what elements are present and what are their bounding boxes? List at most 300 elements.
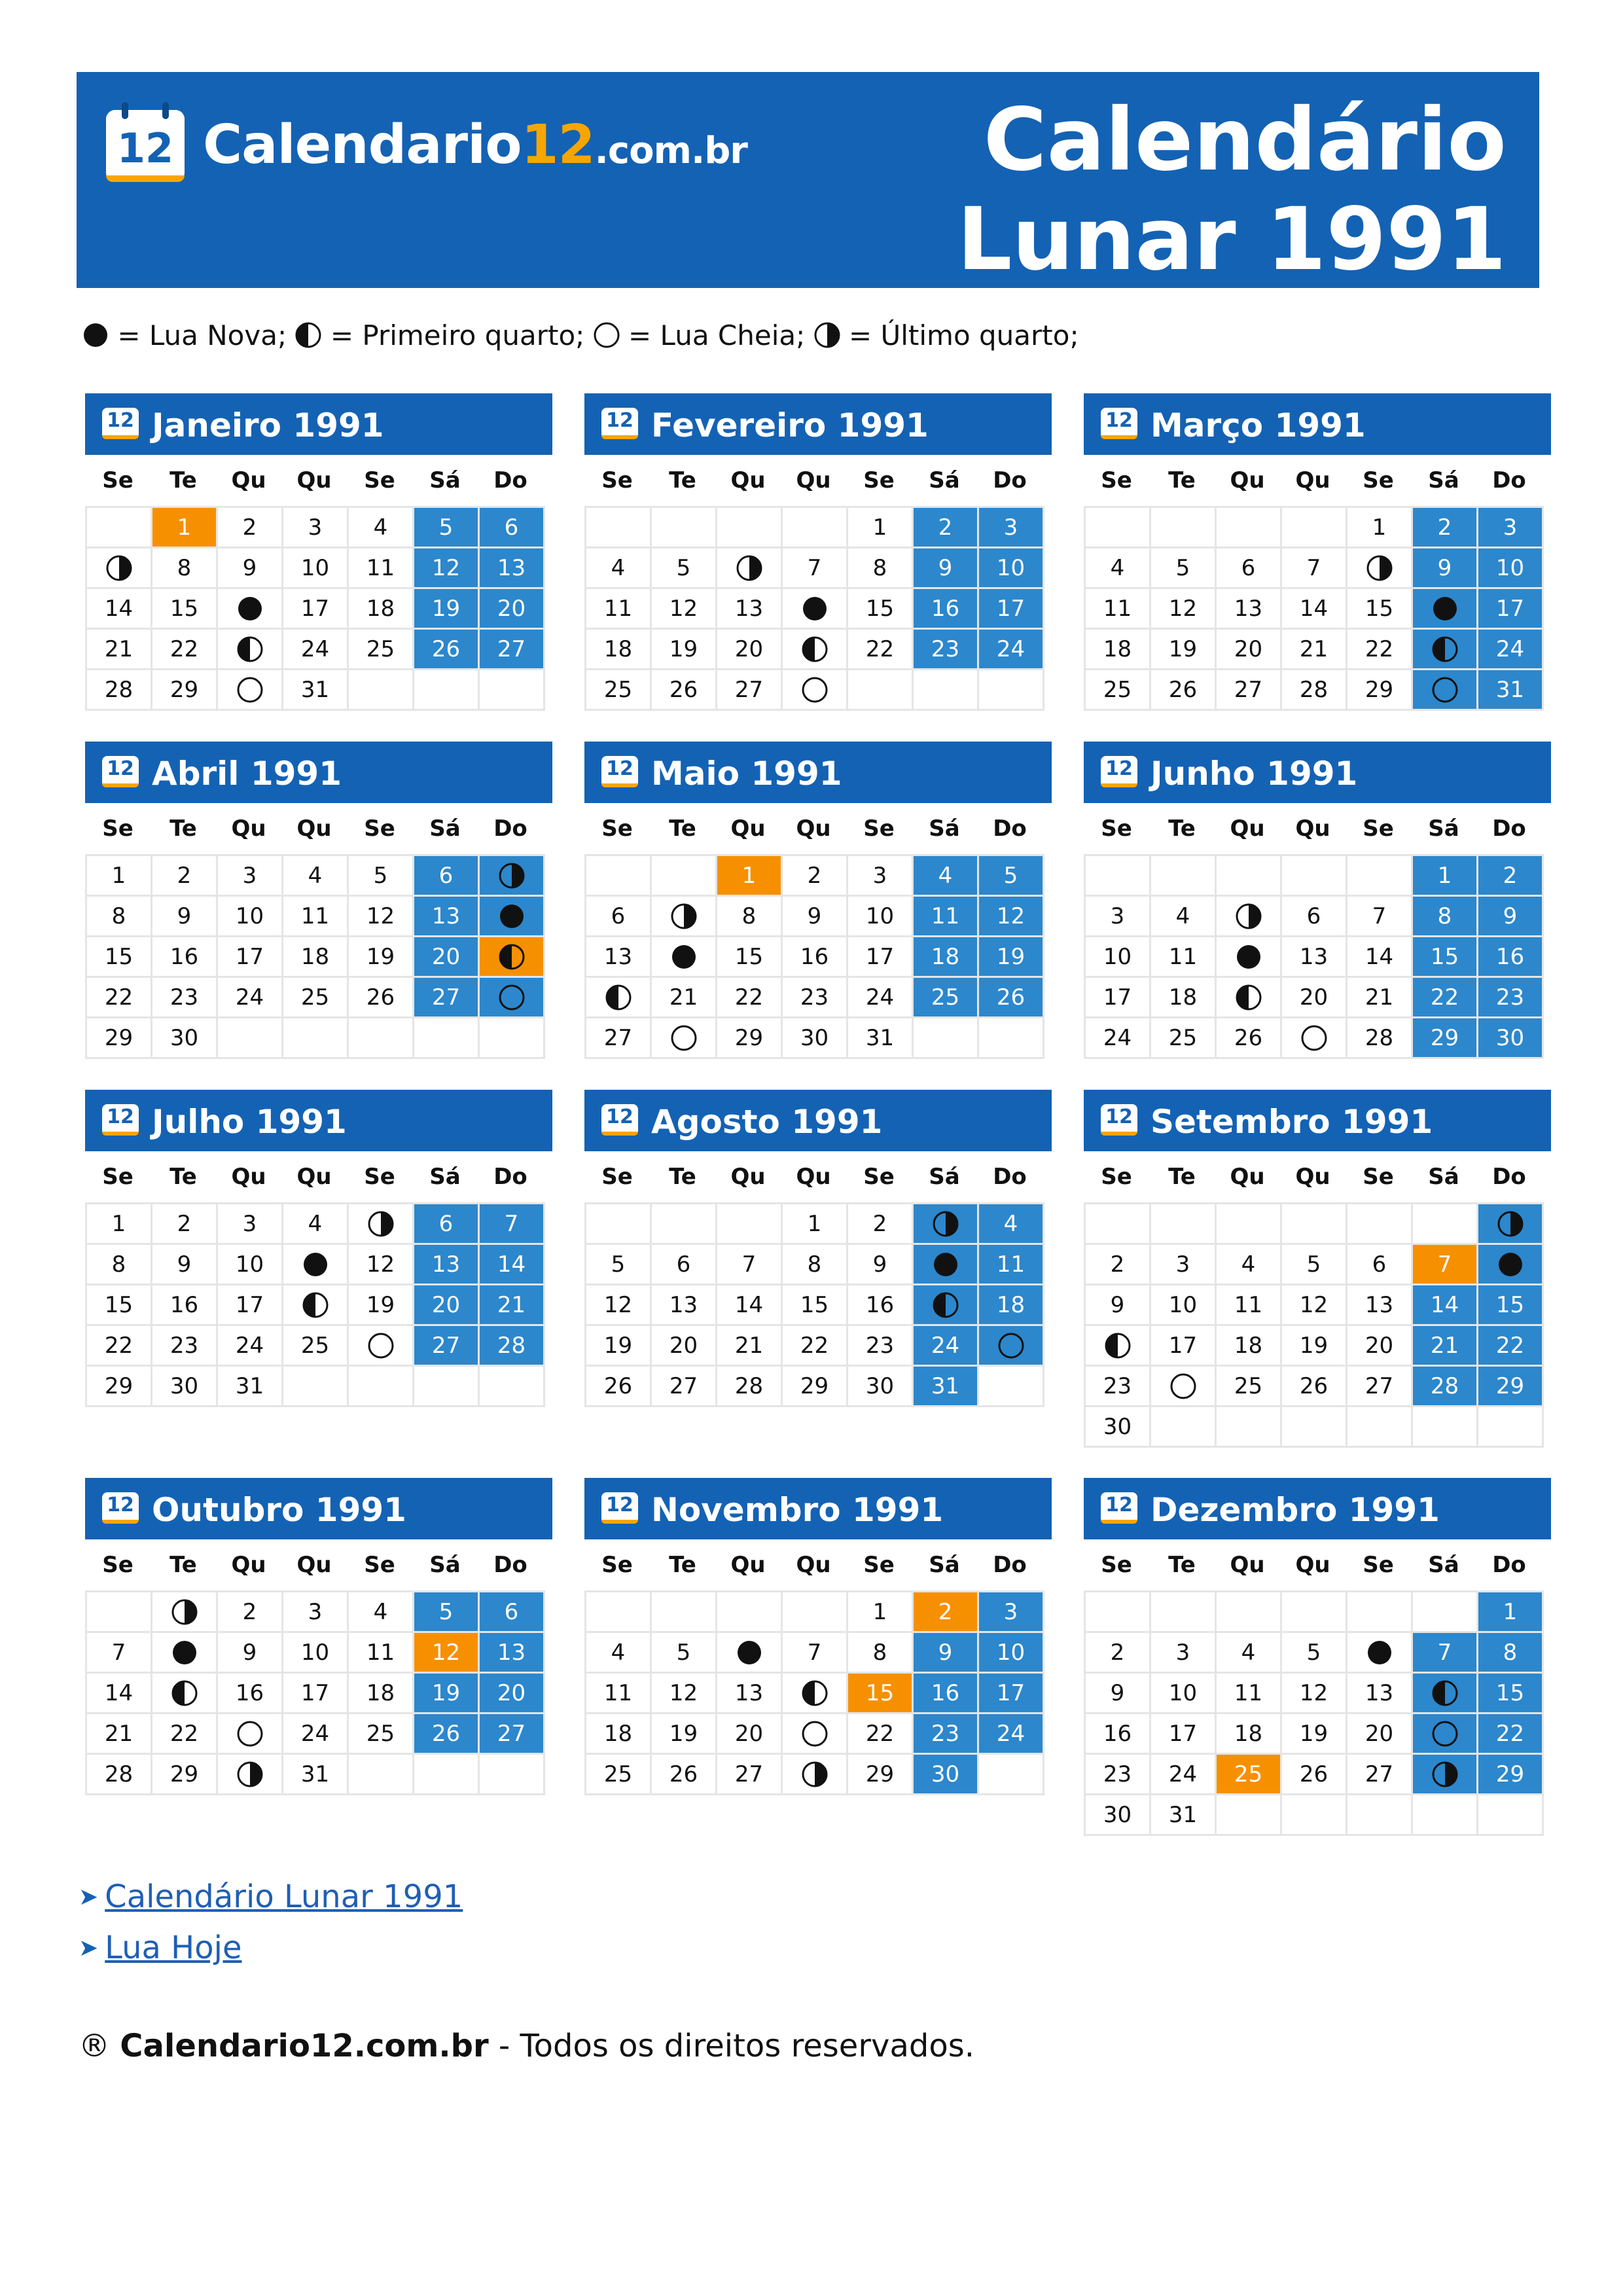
day-cell[interactable]: 26 (586, 1367, 652, 1407)
day-cell[interactable]: 24 (1086, 1018, 1151, 1059)
day-cell-full-moon[interactable] (979, 1326, 1044, 1367)
day-cell[interactable]: 19 (414, 589, 480, 630)
day-cell[interactable]: 16 (1478, 937, 1544, 978)
day-cell[interactable]: 10 (218, 1245, 283, 1285)
day-cell[interactable]: 13 (717, 1674, 783, 1714)
day-cell[interactable]: 1 (1413, 856, 1478, 897)
lunar-calendar-link[interactable]: Calendário Lunar 1991 (105, 1878, 463, 1915)
day-cell[interactable]: 5 (1282, 1245, 1347, 1285)
day-cell[interactable]: 7 (1413, 1633, 1478, 1674)
day-cell-last-quarter[interactable] (152, 1592, 218, 1633)
day-cell[interactable]: 12 (979, 897, 1044, 937)
day-cell[interactable]: 28 (87, 1755, 152, 1795)
day-cell[interactable]: 4 (586, 1633, 652, 1674)
day-cell[interactable]: 13 (586, 937, 652, 978)
day-cell-new-moon[interactable] (1217, 937, 1282, 978)
day-cell[interactable]: 10 (979, 548, 1044, 589)
day-cell[interactable]: 22 (717, 978, 783, 1018)
day-cell[interactable]: 25 (1151, 1018, 1217, 1059)
day-cell[interactable]: 11 (914, 897, 979, 937)
day-cell[interactable]: 5 (652, 548, 717, 589)
day-cell[interactable]: 19 (414, 1674, 480, 1714)
day-cell[interactable]: 1 (152, 508, 218, 548)
day-cell[interactable]: 5 (652, 1633, 717, 1674)
day-cell[interactable]: 2 (914, 508, 979, 548)
day-cell[interactable]: 4 (1217, 1245, 1282, 1285)
day-cell[interactable]: 29 (717, 1018, 783, 1059)
day-cell[interactable]: 12 (652, 1674, 717, 1714)
day-cell[interactable]: 10 (1478, 548, 1544, 589)
day-cell[interactable]: 10 (1151, 1285, 1217, 1326)
day-cell[interactable]: 20 (480, 1674, 545, 1714)
day-cell-full-moon[interactable] (218, 670, 283, 711)
day-cell[interactable]: 11 (1086, 589, 1151, 630)
day-cell[interactable]: 3 (218, 1204, 283, 1245)
day-cell[interactable]: 4 (283, 1204, 349, 1245)
day-cell[interactable]: 3 (979, 508, 1044, 548)
day-cell[interactable]: 27 (652, 1367, 717, 1407)
day-cell[interactable]: 23 (783, 978, 848, 1018)
day-cell[interactable]: 17 (1086, 978, 1151, 1018)
day-cell[interactable]: 31 (914, 1367, 979, 1407)
day-cell-first-quarter[interactable] (152, 1674, 218, 1714)
day-cell[interactable]: 7 (1347, 897, 1413, 937)
day-cell[interactable]: 9 (914, 1633, 979, 1674)
day-cell[interactable]: 8 (152, 548, 218, 589)
day-cell[interactable]: 9 (914, 548, 979, 589)
day-cell[interactable]: 20 (1282, 978, 1347, 1018)
day-cell[interactable]: 13 (1347, 1674, 1413, 1714)
day-cell[interactable]: 30 (848, 1367, 914, 1407)
day-cell[interactable]: 31 (1151, 1795, 1217, 1836)
day-cell[interactable]: 6 (480, 508, 545, 548)
day-cell-new-moon[interactable] (1413, 589, 1478, 630)
day-cell[interactable]: 22 (783, 1326, 848, 1367)
day-cell[interactable]: 9 (783, 897, 848, 937)
day-cell[interactable]: 15 (1347, 589, 1413, 630)
day-cell[interactable]: 28 (87, 670, 152, 711)
day-cell[interactable]: 4 (1151, 897, 1217, 937)
day-cell-new-moon[interactable] (783, 589, 848, 630)
day-cell[interactable]: 19 (1282, 1714, 1347, 1755)
day-cell[interactable]: 25 (349, 1714, 414, 1755)
day-cell[interactable]: 24 (979, 630, 1044, 670)
day-cell[interactable]: 8 (1413, 897, 1478, 937)
day-cell[interactable]: 12 (414, 1633, 480, 1674)
day-cell[interactable]: 18 (1086, 630, 1151, 670)
day-cell-new-moon[interactable] (914, 1245, 979, 1285)
day-cell[interactable]: 11 (349, 1633, 414, 1674)
day-cell[interactable]: 27 (717, 1755, 783, 1795)
day-cell[interactable]: 7 (1413, 1245, 1478, 1285)
day-cell[interactable]: 24 (218, 978, 283, 1018)
day-cell[interactable]: 18 (979, 1285, 1044, 1326)
day-cell-last-quarter[interactable] (1413, 1755, 1478, 1795)
day-cell[interactable]: 30 (914, 1755, 979, 1795)
day-cell[interactable]: 29 (152, 670, 218, 711)
day-cell[interactable]: 23 (848, 1326, 914, 1367)
day-cell[interactable]: 6 (652, 1245, 717, 1285)
day-cell[interactable]: 27 (1347, 1755, 1413, 1795)
day-cell[interactable]: 26 (979, 978, 1044, 1018)
day-cell[interactable]: 29 (1413, 1018, 1478, 1059)
day-cell[interactable]: 12 (1282, 1674, 1347, 1714)
day-cell[interactable]: 29 (1478, 1367, 1544, 1407)
day-cell[interactable]: 10 (218, 897, 283, 937)
day-cell[interactable]: 6 (414, 856, 480, 897)
day-cell[interactable]: 8 (1478, 1633, 1544, 1674)
day-cell[interactable]: 9 (152, 1245, 218, 1285)
day-cell[interactable]: 12 (586, 1285, 652, 1326)
day-cell[interactable]: 20 (480, 589, 545, 630)
day-cell-last-quarter[interactable] (218, 1755, 283, 1795)
day-cell[interactable]: 29 (1478, 1755, 1544, 1795)
day-cell-new-moon[interactable] (480, 897, 545, 937)
day-cell-first-quarter[interactable] (218, 630, 283, 670)
day-cell[interactable]: 3 (283, 1592, 349, 1633)
day-cell[interactable]: 7 (480, 1204, 545, 1245)
day-cell[interactable]: 15 (1478, 1285, 1544, 1326)
day-cell-new-moon[interactable] (283, 1245, 349, 1285)
day-cell[interactable]: 27 (414, 978, 480, 1018)
day-cell[interactable]: 28 (1347, 1018, 1413, 1059)
day-cell[interactable]: 8 (717, 897, 783, 937)
day-cell[interactable]: 30 (783, 1018, 848, 1059)
day-cell[interactable]: 30 (152, 1367, 218, 1407)
day-cell[interactable]: 1 (87, 856, 152, 897)
day-cell[interactable]: 23 (914, 1714, 979, 1755)
day-cell[interactable]: 24 (1478, 630, 1544, 670)
day-cell[interactable]: 17 (1151, 1326, 1217, 1367)
day-cell[interactable]: 1 (87, 1204, 152, 1245)
day-cell[interactable]: 14 (87, 589, 152, 630)
day-cell[interactable]: 19 (652, 1714, 717, 1755)
day-cell-new-moon[interactable] (717, 1633, 783, 1674)
day-cell[interactable]: 2 (152, 856, 218, 897)
day-cell[interactable]: 28 (1282, 670, 1347, 711)
day-cell[interactable]: 14 (1347, 937, 1413, 978)
day-cell[interactable]: 31 (283, 1755, 349, 1795)
day-cell[interactable]: 15 (152, 589, 218, 630)
day-cell[interactable]: 21 (87, 1714, 152, 1755)
day-cell[interactable]: 12 (349, 897, 414, 937)
day-cell[interactable]: 27 (1347, 1367, 1413, 1407)
day-cell[interactable]: 29 (848, 1755, 914, 1795)
day-cell[interactable]: 9 (848, 1245, 914, 1285)
day-cell[interactable]: 6 (480, 1592, 545, 1633)
day-cell[interactable]: 19 (349, 937, 414, 978)
day-cell[interactable]: 10 (1086, 937, 1151, 978)
day-cell[interactable]: 21 (480, 1285, 545, 1326)
day-cell[interactable]: 17 (1151, 1714, 1217, 1755)
day-cell[interactable]: 25 (283, 978, 349, 1018)
day-cell[interactable]: 3 (1151, 1245, 1217, 1285)
day-cell[interactable]: 11 (1217, 1285, 1282, 1326)
day-cell[interactable]: 11 (979, 1245, 1044, 1285)
day-cell-first-quarter[interactable] (1217, 978, 1282, 1018)
day-cell[interactable]: 25 (283, 1326, 349, 1367)
day-cell-full-moon[interactable] (1413, 1714, 1478, 1755)
day-cell[interactable]: 25 (1086, 670, 1151, 711)
day-cell[interactable]: 22 (152, 1714, 218, 1755)
day-cell[interactable]: 18 (349, 1674, 414, 1714)
day-cell[interactable]: 5 (586, 1245, 652, 1285)
day-cell[interactable]: 20 (1347, 1714, 1413, 1755)
day-cell[interactable]: 6 (1282, 897, 1347, 937)
day-cell[interactable]: 27 (480, 1714, 545, 1755)
day-cell[interactable]: 27 (414, 1326, 480, 1367)
day-cell[interactable]: 16 (914, 1674, 979, 1714)
day-cell[interactable]: 26 (652, 1755, 717, 1795)
day-cell[interactable]: 2 (783, 856, 848, 897)
day-cell[interactable]: 19 (1282, 1326, 1347, 1367)
day-cell[interactable]: 24 (848, 978, 914, 1018)
day-cell[interactable]: 17 (283, 589, 349, 630)
day-cell[interactable]: 22 (1478, 1326, 1544, 1367)
day-cell[interactable]: 3 (1086, 897, 1151, 937)
day-cell-last-quarter[interactable] (87, 548, 152, 589)
day-cell[interactable]: 14 (1413, 1285, 1478, 1326)
day-cell[interactable]: 31 (218, 1367, 283, 1407)
day-cell[interactable]: 13 (717, 589, 783, 630)
day-cell[interactable]: 26 (1282, 1755, 1347, 1795)
day-cell[interactable]: 28 (480, 1326, 545, 1367)
day-cell[interactable]: 23 (914, 630, 979, 670)
day-cell[interactable]: 4 (914, 856, 979, 897)
day-cell[interactable]: 19 (586, 1326, 652, 1367)
day-cell[interactable]: 13 (480, 1633, 545, 1674)
day-cell[interactable]: 7 (1282, 548, 1347, 589)
day-cell-full-moon[interactable] (783, 1714, 848, 1755)
day-cell[interactable]: 9 (152, 897, 218, 937)
day-cell[interactable]: 19 (979, 937, 1044, 978)
day-cell[interactable]: 18 (1217, 1714, 1282, 1755)
day-cell-first-quarter[interactable] (914, 1285, 979, 1326)
day-cell[interactable]: 8 (848, 1633, 914, 1674)
day-cell[interactable]: 5 (414, 1592, 480, 1633)
day-cell-last-quarter[interactable] (1478, 1204, 1544, 1245)
day-cell-first-quarter[interactable] (1413, 1674, 1478, 1714)
day-cell[interactable]: 9 (1413, 548, 1478, 589)
day-cell-new-moon[interactable] (1347, 1633, 1413, 1674)
day-cell[interactable]: 22 (1347, 630, 1413, 670)
day-cell[interactable]: 11 (586, 1674, 652, 1714)
day-cell[interactable]: 6 (1217, 548, 1282, 589)
day-cell[interactable]: 20 (652, 1326, 717, 1367)
day-cell[interactable]: 2 (1086, 1633, 1151, 1674)
day-cell[interactable]: 21 (1413, 1326, 1478, 1367)
day-cell[interactable]: 1 (717, 856, 783, 897)
day-cell[interactable]: 12 (1151, 589, 1217, 630)
day-cell[interactable]: 12 (652, 589, 717, 630)
day-cell[interactable]: 27 (586, 1018, 652, 1059)
day-cell[interactable]: 4 (1217, 1633, 1282, 1674)
day-cell-last-quarter[interactable] (1217, 897, 1282, 937)
day-cell-full-moon[interactable] (1413, 670, 1478, 711)
day-cell[interactable]: 7 (87, 1633, 152, 1674)
day-cell-new-moon[interactable] (218, 589, 283, 630)
day-cell-last-quarter[interactable] (349, 1204, 414, 1245)
day-cell[interactable]: 27 (480, 630, 545, 670)
day-cell[interactable]: 2 (848, 1204, 914, 1245)
day-cell[interactable]: 17 (1478, 589, 1544, 630)
day-cell[interactable]: 4 (1086, 548, 1151, 589)
day-cell[interactable]: 8 (848, 548, 914, 589)
day-cell[interactable]: 6 (1347, 1245, 1413, 1285)
day-cell[interactable]: 13 (1217, 589, 1282, 630)
day-cell[interactable]: 9 (1478, 897, 1544, 937)
day-cell[interactable]: 27 (717, 670, 783, 711)
day-cell[interactable]: 22 (152, 630, 218, 670)
day-cell[interactable]: 3 (1478, 508, 1544, 548)
day-cell[interactable]: 8 (87, 897, 152, 937)
day-cell[interactable]: 30 (1086, 1795, 1151, 1836)
day-cell[interactable]: 24 (914, 1326, 979, 1367)
day-cell[interactable]: 22 (848, 630, 914, 670)
day-cell-full-moon[interactable] (1151, 1367, 1217, 1407)
day-cell-first-quarter[interactable] (1413, 630, 1478, 670)
day-cell[interactable]: 19 (652, 630, 717, 670)
day-cell[interactable]: 31 (1478, 670, 1544, 711)
day-cell[interactable]: 15 (1478, 1674, 1544, 1714)
day-cell[interactable]: 25 (1217, 1755, 1282, 1795)
day-cell[interactable]: 26 (1217, 1018, 1282, 1059)
day-cell[interactable]: 24 (218, 1326, 283, 1367)
day-cell-last-quarter[interactable] (1347, 548, 1413, 589)
day-cell[interactable]: 11 (1217, 1674, 1282, 1714)
day-cell[interactable]: 31 (283, 670, 349, 711)
day-cell[interactable]: 23 (152, 978, 218, 1018)
day-cell[interactable]: 22 (87, 1326, 152, 1367)
day-cell[interactable]: 25 (914, 978, 979, 1018)
day-cell[interactable]: 16 (783, 937, 848, 978)
day-cell-first-quarter[interactable] (783, 630, 848, 670)
day-cell[interactable]: 15 (717, 937, 783, 978)
day-cell[interactable]: 17 (979, 589, 1044, 630)
day-cell[interactable]: 5 (1282, 1633, 1347, 1674)
day-cell[interactable]: 30 (1478, 1018, 1544, 1059)
day-cell[interactable]: 21 (717, 1326, 783, 1367)
day-cell[interactable]: 12 (1282, 1285, 1347, 1326)
day-cell[interactable]: 3 (1151, 1633, 1217, 1674)
day-cell[interactable]: 2 (1413, 508, 1478, 548)
day-cell[interactable]: 29 (1347, 670, 1413, 711)
day-cell[interactable]: 15 (848, 589, 914, 630)
day-cell[interactable]: 17 (848, 937, 914, 978)
day-cell-first-quarter[interactable] (1086, 1326, 1151, 1367)
day-cell[interactable]: 15 (783, 1285, 848, 1326)
day-cell[interactable]: 25 (586, 1755, 652, 1795)
day-cell[interactable]: 24 (979, 1714, 1044, 1755)
day-cell[interactable]: 24 (283, 1714, 349, 1755)
day-cell[interactable]: 29 (87, 1367, 152, 1407)
day-cell[interactable]: 30 (152, 1018, 218, 1059)
day-cell[interactable]: 25 (349, 630, 414, 670)
day-cell[interactable]: 15 (1413, 937, 1478, 978)
day-cell[interactable]: 20 (414, 937, 480, 978)
day-cell[interactable]: 21 (1282, 630, 1347, 670)
day-cell-full-moon[interactable] (1282, 1018, 1347, 1059)
day-cell[interactable]: 4 (349, 508, 414, 548)
day-cell[interactable]: 4 (349, 1592, 414, 1633)
day-cell[interactable]: 23 (1086, 1367, 1151, 1407)
day-cell[interactable]: 8 (783, 1245, 848, 1285)
day-cell[interactable]: 17 (218, 937, 283, 978)
day-cell[interactable]: 7 (783, 548, 848, 589)
day-cell[interactable]: 2 (152, 1204, 218, 1245)
day-cell[interactable]: 22 (1478, 1714, 1544, 1755)
day-cell[interactable]: 30 (1086, 1407, 1151, 1448)
day-cell[interactable]: 17 (218, 1285, 283, 1326)
day-cell[interactable]: 5 (1151, 548, 1217, 589)
day-cell[interactable]: 9 (1086, 1674, 1151, 1714)
day-cell-new-moon[interactable] (1478, 1245, 1544, 1285)
day-cell[interactable]: 26 (1282, 1367, 1347, 1407)
day-cell-full-moon[interactable] (218, 1714, 283, 1755)
day-cell[interactable]: 24 (1151, 1755, 1217, 1795)
day-cell[interactable]: 6 (414, 1204, 480, 1245)
day-cell[interactable]: 12 (349, 1245, 414, 1285)
day-cell[interactable]: 3 (979, 1592, 1044, 1633)
day-cell[interactable]: 5 (414, 508, 480, 548)
day-cell[interactable]: 26 (414, 630, 480, 670)
day-cell[interactable]: 23 (1086, 1755, 1151, 1795)
day-cell[interactable]: 16 (152, 937, 218, 978)
day-cell[interactable]: 3 (218, 856, 283, 897)
day-cell-first-quarter[interactable] (783, 1674, 848, 1714)
day-cell[interactable]: 16 (914, 589, 979, 630)
day-cell[interactable]: 17 (283, 1674, 349, 1714)
day-cell-new-moon[interactable] (152, 1633, 218, 1674)
day-cell[interactable]: 23 (1478, 978, 1544, 1018)
day-cell[interactable]: 10 (1151, 1674, 1217, 1714)
day-cell[interactable]: 10 (848, 897, 914, 937)
day-cell[interactable]: 26 (414, 1714, 480, 1755)
day-cell[interactable]: 28 (1413, 1367, 1478, 1407)
day-cell-first-quarter[interactable] (283, 1285, 349, 1326)
day-cell[interactable]: 10 (283, 548, 349, 589)
day-cell[interactable]: 16 (1086, 1714, 1151, 1755)
day-cell[interactable]: 15 (87, 1285, 152, 1326)
day-cell-first-quarter[interactable] (586, 978, 652, 1018)
day-cell[interactable]: 15 (87, 937, 152, 978)
day-cell[interactable]: 1 (783, 1204, 848, 1245)
day-cell[interactable]: 1 (1478, 1592, 1544, 1633)
day-cell[interactable]: 22 (1413, 978, 1478, 1018)
day-cell-new-moon[interactable] (652, 937, 717, 978)
day-cell[interactable]: 1 (848, 1592, 914, 1633)
day-cell-last-quarter[interactable] (717, 548, 783, 589)
day-cell[interactable]: 4 (586, 548, 652, 589)
day-cell[interactable]: 7 (717, 1245, 783, 1285)
day-cell[interactable]: 18 (1151, 978, 1217, 1018)
day-cell[interactable]: 26 (652, 670, 717, 711)
day-cell-first-quarter[interactable] (480, 937, 545, 978)
day-cell[interactable]: 20 (1217, 630, 1282, 670)
day-cell[interactable]: 21 (652, 978, 717, 1018)
day-cell[interactable]: 21 (1347, 978, 1413, 1018)
day-cell[interactable]: 18 (586, 630, 652, 670)
day-cell[interactable]: 13 (480, 548, 545, 589)
day-cell-full-moon[interactable] (349, 1326, 414, 1367)
day-cell[interactable]: 19 (349, 1285, 414, 1326)
day-cell[interactable]: 11 (586, 589, 652, 630)
day-cell-last-quarter[interactable] (914, 1204, 979, 1245)
day-cell[interactable]: 11 (283, 897, 349, 937)
day-cell[interactable]: 26 (349, 978, 414, 1018)
day-cell[interactable]: 22 (848, 1714, 914, 1755)
day-cell[interactable]: 13 (1347, 1285, 1413, 1326)
